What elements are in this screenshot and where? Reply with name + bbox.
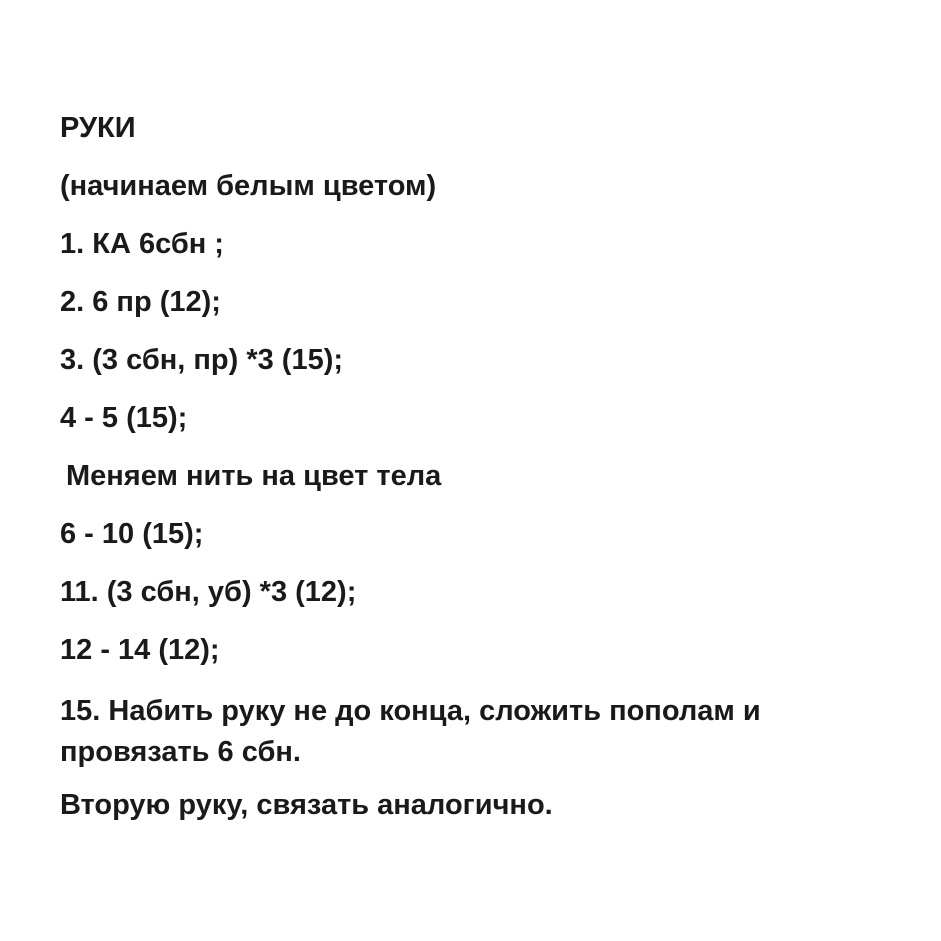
pattern-text xyxy=(60,111,890,846)
color-change-note: Меняем нить на цвет тела xyxy=(66,460,442,492)
step-1: 1. КА 6сбн ; xyxy=(60,228,224,260)
step-4-5: 4 - 5 (15); xyxy=(60,402,188,434)
step-6-10: 6 - 10 (15); xyxy=(60,518,204,550)
section-title: РУКИ xyxy=(60,112,136,144)
closing-note: Вторую руку, связать аналогично. xyxy=(60,789,553,821)
step-15: 15. Набить руку не до конца, сложить пополам и провязать 6 сбн. xyxy=(60,695,761,768)
step-3: 3. (3 сбн, пр) *3 (15); xyxy=(60,344,344,376)
section-subtitle: (начинаем белым цветом) xyxy=(60,170,437,202)
step-12-14: 12 - 14 (12); xyxy=(60,634,220,666)
step-2: 2. 6 пр (12); xyxy=(60,286,221,318)
step-11: 11. (3 сбн, уб) *3 (12); xyxy=(60,576,357,608)
